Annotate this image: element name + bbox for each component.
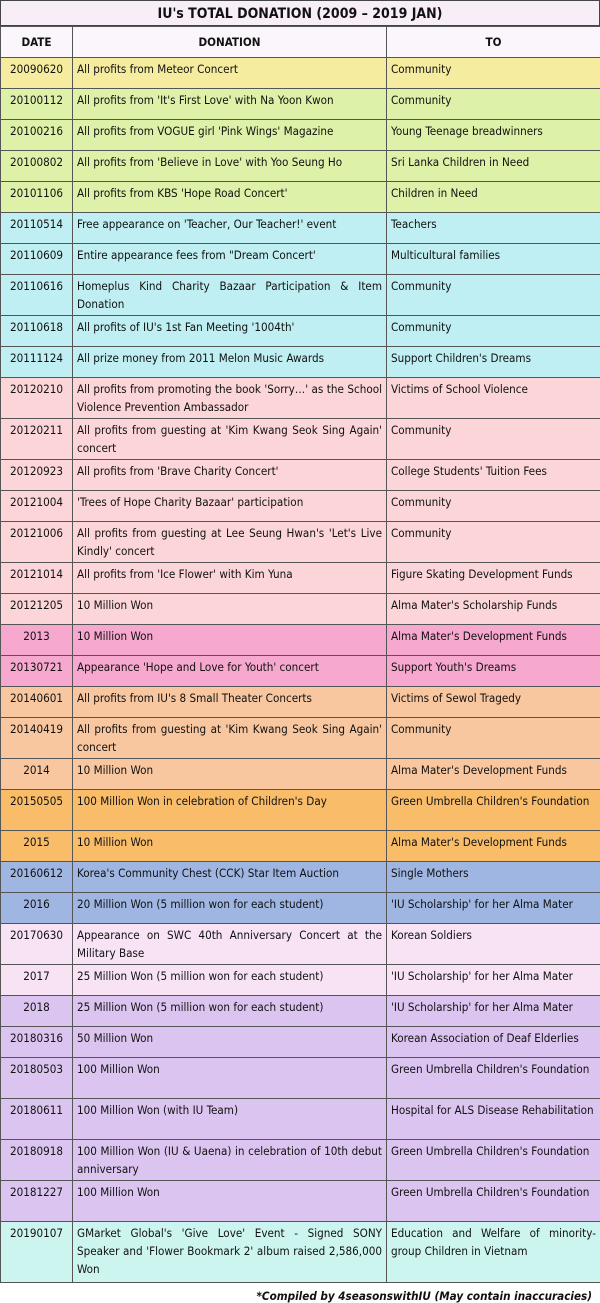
table-row: [1, 790, 600, 831]
cell-donation: 'Trees of Hope Charity Bazaar' participation: [73, 491, 387, 522]
cell-date: 20111124: [1, 347, 73, 378]
cell-to: 'IU Scholarship' for her Alma Mater: [387, 965, 600, 996]
table-row: [1, 1058, 600, 1099]
cell-to: Multicultural families: [387, 244, 600, 275]
table-row: [1, 522, 600, 563]
header-row: [1, 27, 600, 58]
cell-donation: 10 Million Won: [73, 594, 387, 625]
cell-to: Support Children's Dreams: [387, 347, 600, 378]
cell-date: 20110609: [1, 244, 73, 275]
cell-date: 20121014: [1, 563, 73, 594]
cell-donation: All prize money from 2011 Melon Music Awards: [73, 347, 387, 378]
cell-to: Alma Mater's Scholarship Funds: [387, 594, 600, 625]
cell-date: 20100112: [1, 89, 73, 120]
cell-to: Community: [387, 89, 600, 120]
cell-date: 20121205: [1, 594, 73, 625]
cell-to: Green Umbrella Children's Foundation: [387, 1181, 600, 1222]
cell-donation: 10 Million Won: [73, 625, 387, 656]
cell-donation: 20 Million Won (5 million won for each student): [73, 893, 387, 924]
table-row: [1, 965, 600, 996]
cell-to: 'IU Scholarship' for her Alma Mater: [387, 996, 600, 1027]
cell-donation: All profits from 'Believe in Love' with Yoo Seung Ho: [73, 151, 387, 182]
table-row: [1, 460, 600, 491]
cell-date: 20180503: [1, 1058, 73, 1099]
cell-date: 20140419: [1, 718, 73, 759]
table-row: [1, 687, 600, 718]
table-row: [1, 347, 600, 378]
cell-date: 20180918: [1, 1140, 73, 1181]
cell-date: 20101106: [1, 182, 73, 213]
cell-to: Sri Lanka Children in Need: [387, 151, 600, 182]
table-row: [1, 58, 600, 89]
table-row: [1, 1027, 600, 1058]
cell-donation: 25 Million Won (5 million won for each student): [73, 965, 387, 996]
cell-date: 20130721: [1, 656, 73, 687]
cell-date: 20110616: [1, 275, 73, 316]
cell-to: 'IU Scholarship' for her Alma Mater: [387, 893, 600, 924]
table-row: [1, 275, 600, 316]
header-date: DATE: [1, 27, 73, 58]
cell-date: 20100216: [1, 120, 73, 151]
cell-to: Young Teenage breadwinners: [387, 120, 600, 151]
table-row: [1, 151, 600, 182]
cell-to: Community: [387, 718, 600, 759]
cell-date: 20170630: [1, 924, 73, 965]
cell-donation: Homeplus Kind Charity Bazaar Participation & Item Donation: [73, 275, 387, 316]
cell-date: 2017: [1, 965, 73, 996]
cell-date: 20110618: [1, 316, 73, 347]
header-to: TO: [387, 27, 600, 58]
cell-date: 20180316: [1, 1027, 73, 1058]
table-row: [1, 316, 600, 347]
cell-to: Alma Mater's Development Funds: [387, 831, 600, 862]
cell-to: Victims of School Violence: [387, 378, 600, 419]
cell-date: 2018: [1, 996, 73, 1027]
table-row: [1, 89, 600, 120]
cell-date: 20120210: [1, 378, 73, 419]
cell-date: 20140601: [1, 687, 73, 718]
table-row: [1, 831, 600, 862]
cell-to: Community: [387, 419, 600, 460]
cell-date: 20120211: [1, 419, 73, 460]
cell-date: 20110514: [1, 213, 73, 244]
cell-to: Children in Need: [387, 182, 600, 213]
cell-to: Victims of Sewol Tragedy: [387, 687, 600, 718]
cell-to: Support Youth's Dreams: [387, 656, 600, 687]
cell-donation: Appearance 'Hope and Love for Youth' concert: [73, 656, 387, 687]
cell-donation: All profits of IU's 1st Fan Meeting '1004th': [73, 316, 387, 347]
cell-date: 20181227: [1, 1181, 73, 1222]
cell-to: Education and Welfare of minority-group Children in Vietnam: [387, 1222, 600, 1283]
cell-donation: 100 Million Won (with IU Team): [73, 1099, 387, 1140]
cell-to: Community: [387, 491, 600, 522]
cell-date: 20190107: [1, 1222, 73, 1283]
cell-date: 2014: [1, 759, 73, 790]
table-body: [1, 58, 600, 1283]
table-row: [1, 120, 600, 151]
cell-to: Korean Association of Deaf Elderlies: [387, 1027, 600, 1058]
table-row: [1, 213, 600, 244]
cell-to: Korean Soldiers: [387, 924, 600, 965]
table-row: [1, 996, 600, 1027]
cell-to: Single Mothers: [387, 862, 600, 893]
cell-donation: 10 Million Won: [73, 831, 387, 862]
cell-donation: All profits from 'Brave Charity Concert': [73, 460, 387, 491]
cell-date: 20121004: [1, 491, 73, 522]
cell-date: 20150505: [1, 790, 73, 831]
table-row: [1, 656, 600, 687]
table-row: [1, 563, 600, 594]
table-row: [1, 1181, 600, 1222]
cell-donation: Entire appearance fees from "Dream Concert': [73, 244, 387, 275]
cell-donation: All profits from guesting at 'Kim Kwang Seok Sing Again' concert: [73, 718, 387, 759]
footnote: *Compiled by 4seasonswithIU (May contain inaccuracies): [0, 1283, 600, 1303]
cell-donation: All profits from KBS 'Hope Road Concert': [73, 182, 387, 213]
table-row: [1, 862, 600, 893]
cell-donation: GMarket Global's 'Give Love' Event - Signed SONY Speaker and 'Flower Bookmark 2' album raised 2,586,000 Won: [73, 1222, 387, 1283]
cell-donation: All profits from 'It's First Love' with Na Yoon Kwon: [73, 89, 387, 120]
cell-to: Community: [387, 522, 600, 563]
table-row: [1, 625, 600, 656]
cell-date: 20090620: [1, 58, 73, 89]
table-row: [1, 1140, 600, 1181]
cell-date: 20180611: [1, 1099, 73, 1140]
cell-donation: 25 Million Won (5 million won for each student): [73, 996, 387, 1027]
cell-donation: All profits from guesting at 'Kim Kwang Seok Sing Again' concert: [73, 419, 387, 460]
cell-date: 20100802: [1, 151, 73, 182]
cell-donation: 100 Million Won (IU & Uaena) in celebration of 10th debut anniversary: [73, 1140, 387, 1181]
cell-donation: All profits from IU's 8 Small Theater Concerts: [73, 687, 387, 718]
table-row: [1, 718, 600, 759]
table-row: [1, 244, 600, 275]
cell-donation: 100 Million Won: [73, 1181, 387, 1222]
cell-to: Hospital for ALS Disease Rehabilitation: [387, 1099, 600, 1140]
cell-to: Community: [387, 316, 600, 347]
cell-donation: All profits from guesting at Lee Seung Hwan's 'Let's Live Kindly' concert: [73, 522, 387, 563]
table-row: [1, 491, 600, 522]
table-row: [1, 594, 600, 625]
cell-to: Green Umbrella Children's Foundation: [387, 1058, 600, 1099]
cell-date: 20121006: [1, 522, 73, 563]
table-row: [1, 893, 600, 924]
cell-donation: 10 Million Won: [73, 759, 387, 790]
table-row: [1, 759, 600, 790]
cell-donation: All profits from 'Ice Flower' with Kim Yuna: [73, 563, 387, 594]
cell-date: 2015: [1, 831, 73, 862]
cell-donation: 100 Million Won in celebration of Children's Day: [73, 790, 387, 831]
cell-donation: 50 Million Won: [73, 1027, 387, 1058]
cell-donation: All profits from VOGUE girl 'Pink Wings' Magazine: [73, 120, 387, 151]
cell-to: Alma Mater's Development Funds: [387, 625, 600, 656]
table-row: [1, 182, 600, 213]
cell-donation: Free appearance on 'Teacher, Our Teacher!' event: [73, 213, 387, 244]
table-row: [1, 419, 600, 460]
cell-date: 2013: [1, 625, 73, 656]
cell-to: College Students' Tuition Fees: [387, 460, 600, 491]
cell-donation: All profits from promoting the book 'Sorry…' as the School Violence Prevention Ambassador: [73, 378, 387, 419]
cell-donation: Korea's Community Chest (CCK) Star Item Auction: [73, 862, 387, 893]
cell-to: Community: [387, 275, 600, 316]
document-title: IU's TOTAL DONATION (2009 – 2019 JAN): [0, 0, 600, 26]
table-row: [1, 924, 600, 965]
cell-date: 2016: [1, 893, 73, 924]
table-row: [1, 1222, 600, 1283]
donation-table: [0, 26, 600, 1283]
cell-to: Green Umbrella Children's Foundation: [387, 1140, 600, 1181]
cell-date: 20120923: [1, 460, 73, 491]
cell-to: Teachers: [387, 213, 600, 244]
cell-to: Green Umbrella Children's Foundation: [387, 790, 600, 831]
cell-donation: 100 Million Won: [73, 1058, 387, 1099]
header-donation: DONATION: [73, 27, 387, 58]
cell-to: Figure Skating Development Funds: [387, 563, 600, 594]
cell-donation: All profits from Meteor Concert: [73, 58, 387, 89]
cell-donation: Appearance on SWC 40th Anniversary Concert at the Military Base: [73, 924, 387, 965]
table-row: [1, 1099, 600, 1140]
cell-date: 20160612: [1, 862, 73, 893]
cell-to: Community: [387, 58, 600, 89]
table-row: [1, 378, 600, 419]
cell-to: Alma Mater's Development Funds: [387, 759, 600, 790]
